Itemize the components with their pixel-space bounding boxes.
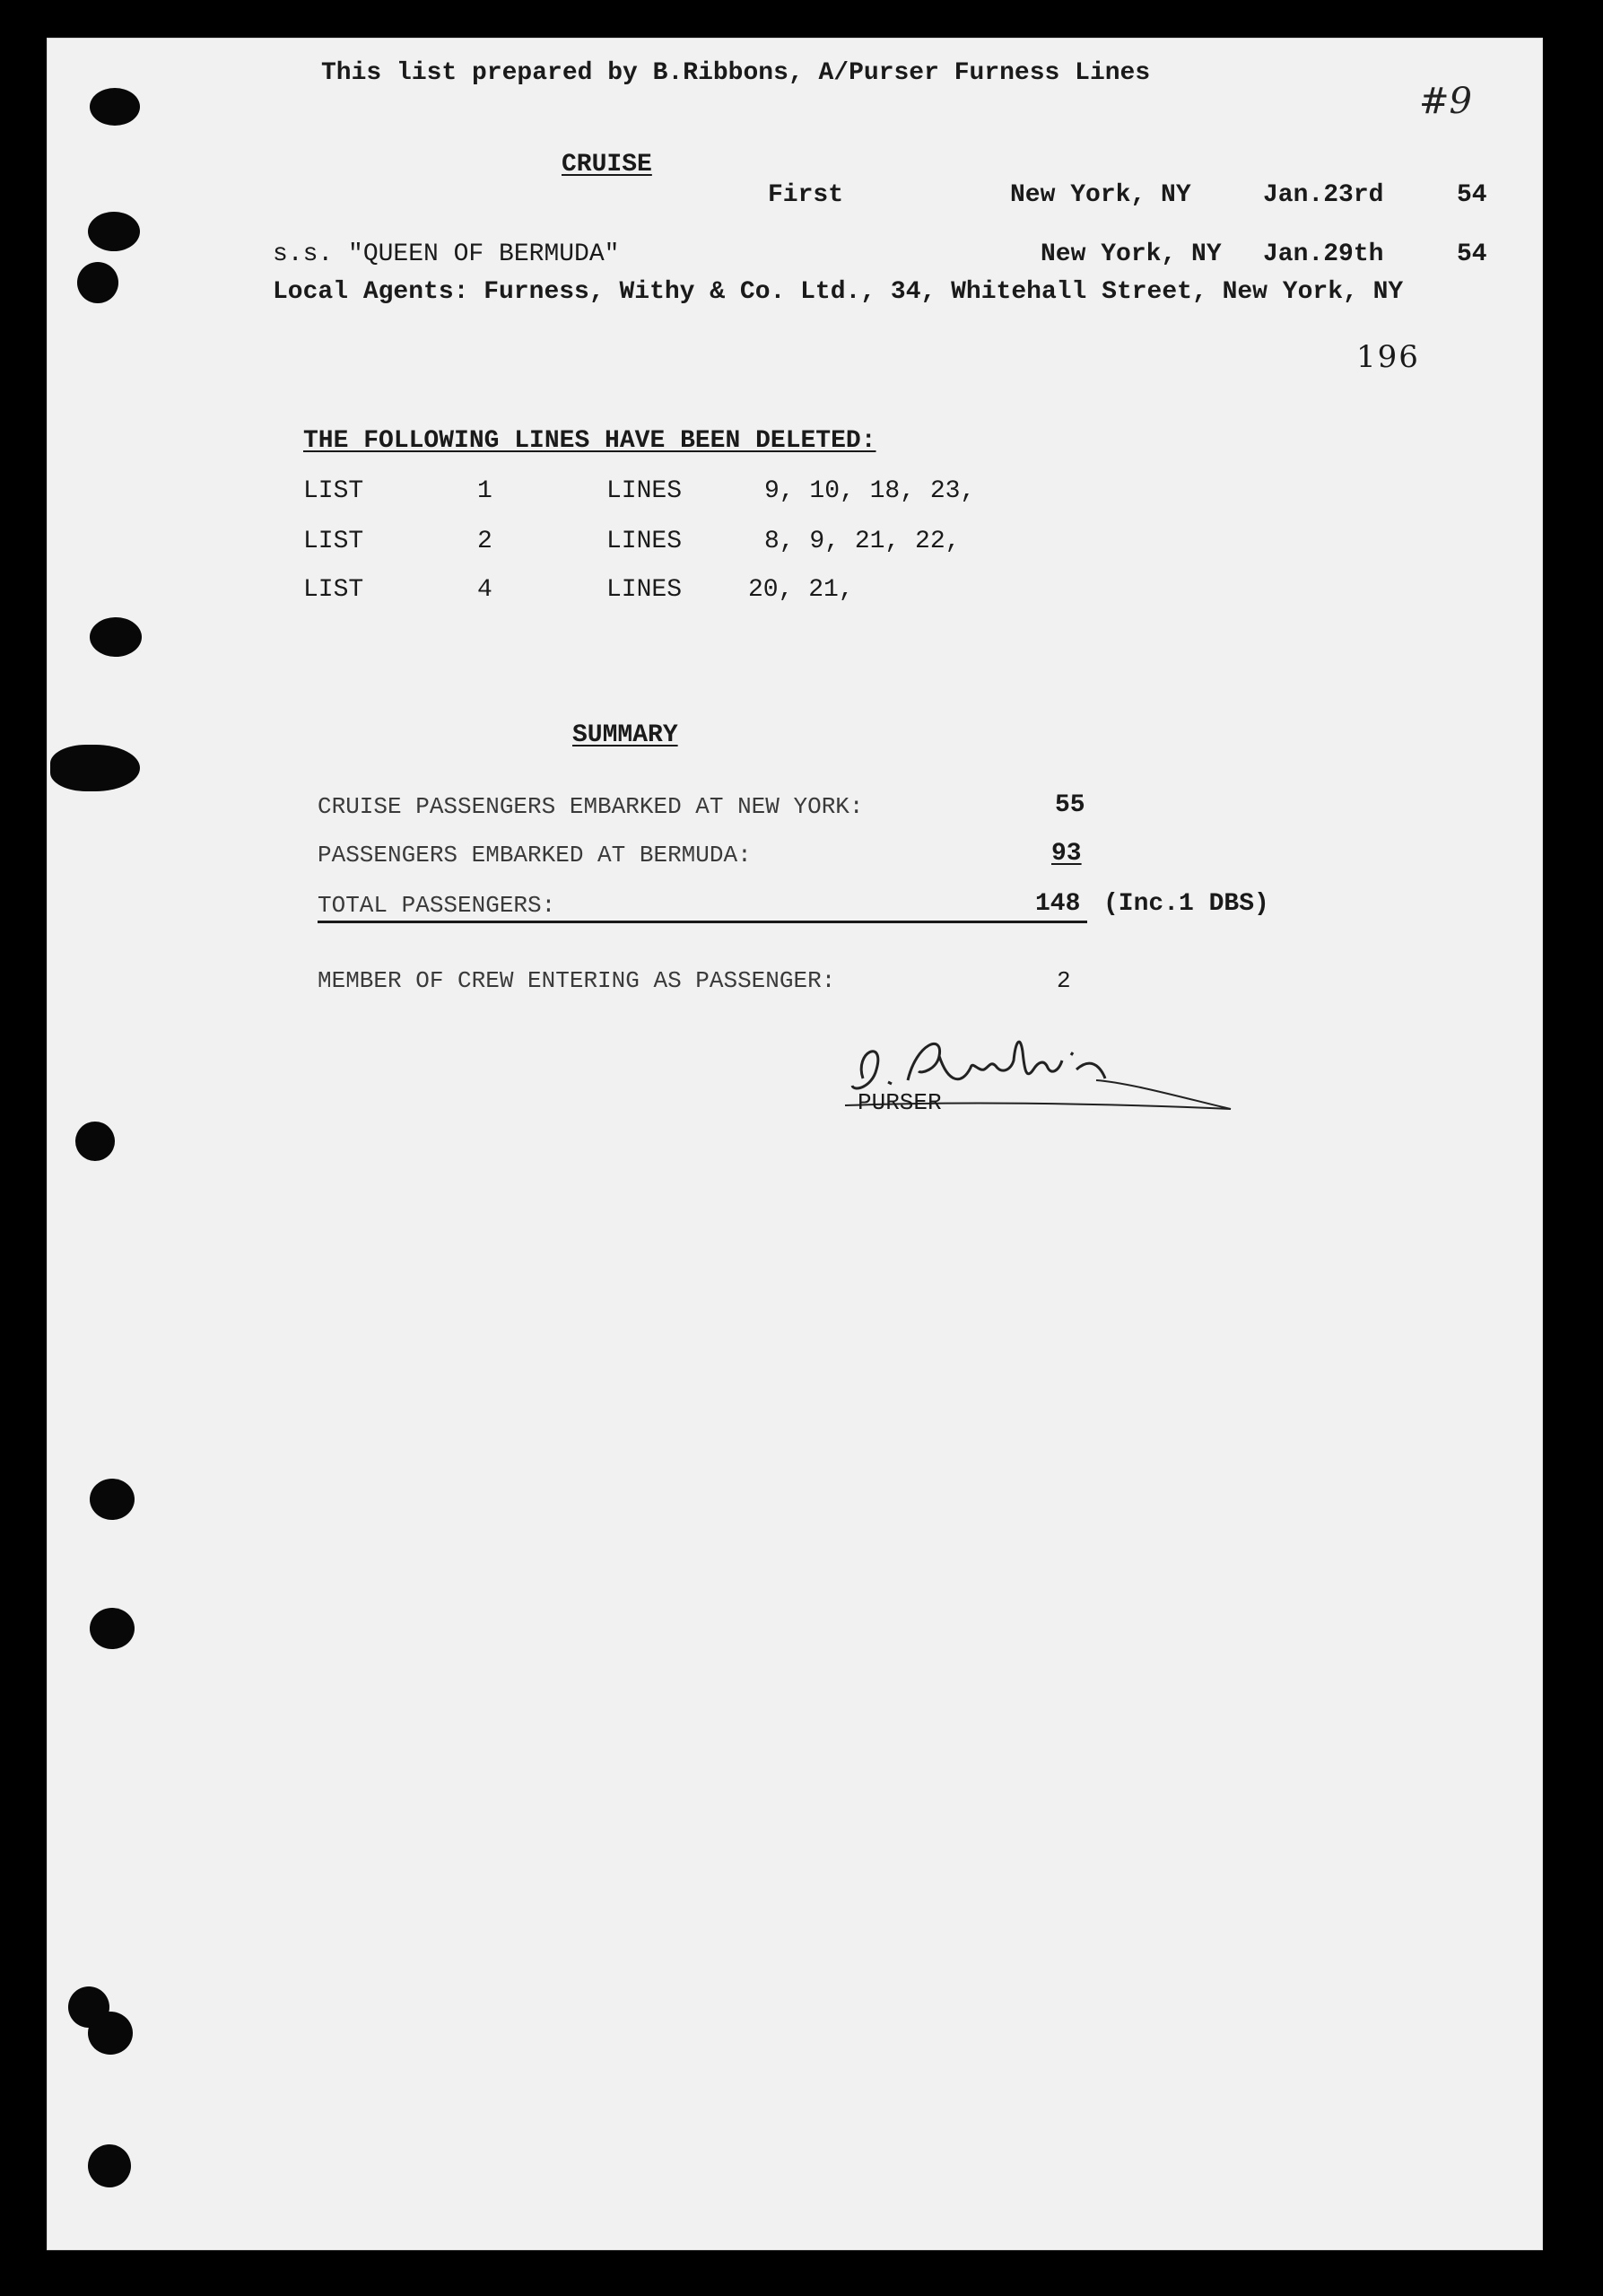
deleted-row-list-label: LIST bbox=[303, 576, 364, 604]
deleted-row-lines-label: LINES bbox=[606, 576, 683, 604]
punch-hole bbox=[90, 1608, 135, 1649]
prepared-by-line: This list prepared by B.Ribbons, A/Purser Furness Lines bbox=[321, 59, 1151, 87]
punch-hole bbox=[75, 1122, 115, 1161]
deleted-row-lines: 9, 10, 18, 23, bbox=[764, 477, 976, 505]
departure-port: New York, NY bbox=[1010, 181, 1191, 209]
total-passengers-value: 148 bbox=[1035, 890, 1081, 918]
ny-passengers-value: 55 bbox=[1055, 791, 1085, 819]
deleted-row-list-number: 1 bbox=[477, 477, 492, 505]
arrival-port: New York, NY bbox=[1041, 240, 1222, 268]
deleted-row-lines: 8, 9, 21, 22, bbox=[764, 528, 961, 555]
total-passengers-note: (Inc.1 DBS) bbox=[1103, 890, 1269, 918]
local-agents-line: Local Agents: Furness, Withy & Co. Ltd., 34, Whitehall Street, New York, NY bbox=[273, 278, 1404, 306]
deleted-row-lines: 20, 21, bbox=[748, 576, 854, 604]
ny-passengers-label: CRUISE PASSENGERS EMBARKED AT NEW YORK: bbox=[318, 793, 864, 820]
deleted-row-list-number: 2 bbox=[477, 528, 492, 555]
class-label: First bbox=[768, 181, 844, 209]
crew-passenger-value: 2 bbox=[1057, 967, 1071, 994]
deleted-row-list-number: 4 bbox=[477, 576, 492, 604]
punch-hole bbox=[50, 745, 140, 791]
crew-passenger-label: MEMBER OF CREW ENTERING AS PASSENGER: bbox=[318, 967, 836, 994]
arrival-year: 54 bbox=[1457, 240, 1487, 268]
purser-title: PURSER bbox=[858, 1089, 942, 1116]
cruise-heading: CRUISE bbox=[562, 151, 652, 179]
punch-hole bbox=[90, 1479, 135, 1520]
deleted-row-lines-label: LINES bbox=[606, 528, 683, 555]
deleted-row-list-label: LIST bbox=[303, 528, 364, 555]
bermuda-passengers-label: PASSENGERS EMBARKED AT BERMUDA: bbox=[318, 842, 752, 869]
deleted-row-list-label: LIST bbox=[303, 477, 364, 505]
departure-date: Jan.23rd bbox=[1263, 181, 1384, 209]
ship-name: s.s. "QUEEN OF BERMUDA" bbox=[273, 240, 620, 268]
deleted-lines-heading: THE FOLLOWING LINES HAVE BEEN DELETED: bbox=[303, 427, 876, 455]
total-underline bbox=[318, 921, 1087, 923]
deleted-row-lines-label: LINES bbox=[606, 477, 683, 505]
summary-heading: SUMMARY bbox=[572, 721, 678, 749]
punch-hole bbox=[77, 262, 118, 303]
document-page bbox=[47, 38, 1543, 2250]
stamp-number: 196 bbox=[1356, 339, 1420, 375]
bermuda-passengers-value: 93 bbox=[1051, 840, 1082, 868]
total-passengers-label: TOTAL PASSENGERS: bbox=[318, 892, 556, 919]
punch-hole bbox=[88, 2144, 131, 2187]
punch-hole bbox=[88, 2012, 133, 2055]
departure-year: 54 bbox=[1457, 181, 1487, 209]
arrival-date: Jan.29th bbox=[1263, 240, 1384, 268]
punch-hole bbox=[88, 212, 140, 251]
punch-hole bbox=[90, 617, 142, 657]
punch-hole bbox=[90, 88, 140, 126]
page-mark: #9 bbox=[1419, 81, 1472, 122]
